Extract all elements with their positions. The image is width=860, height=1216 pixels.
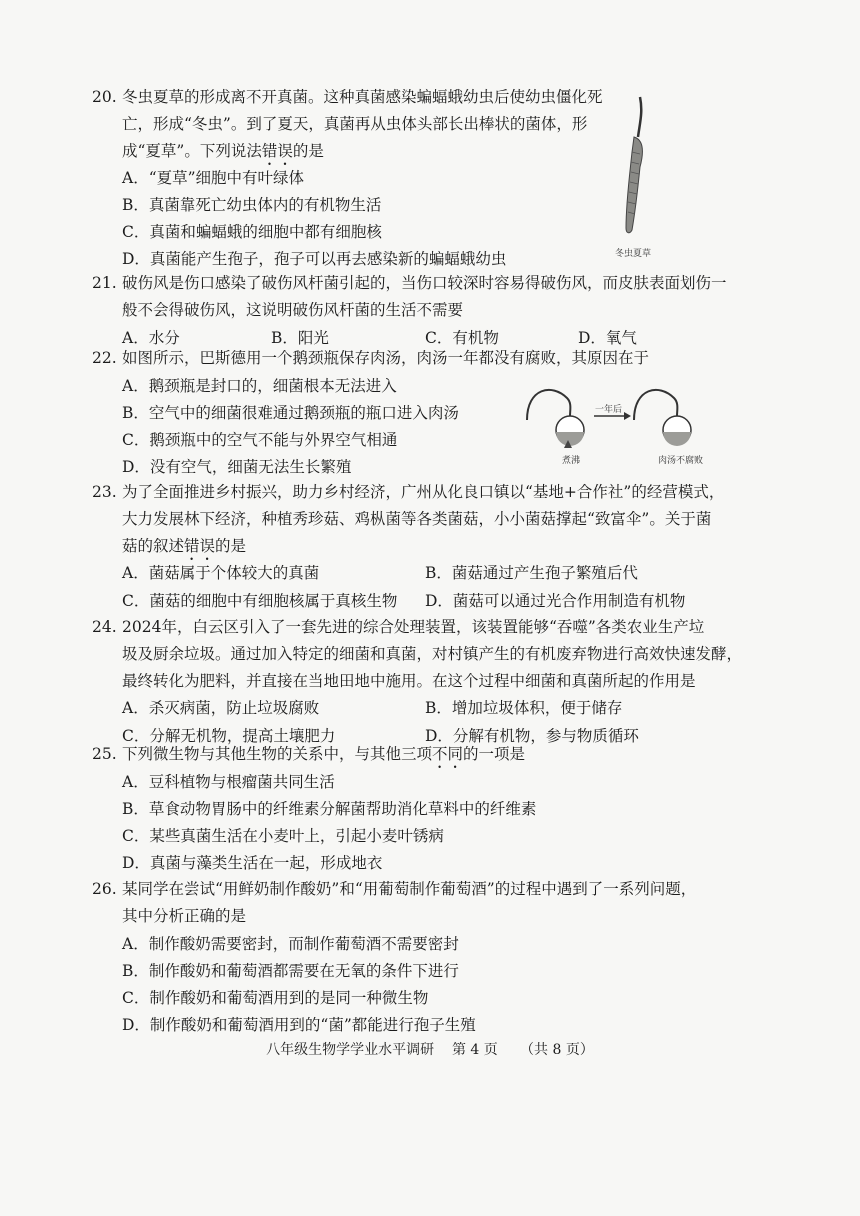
option-c: C．菌菇的细胞中有细胞核属于真核生物 bbox=[122, 592, 398, 610]
question-number: 25. bbox=[92, 745, 117, 763]
option-c: C．分解无机物，提高土壤肥力 bbox=[122, 727, 336, 745]
question-stem-line: 大力发展林下经济，种植秀珍菇、鸡枞菌等各类菌菇，小小菌菇撑起“致富伞”。关于菌 bbox=[122, 510, 712, 528]
question-number: 24. bbox=[92, 618, 117, 636]
swan-neck-flask-diagram bbox=[522, 378, 702, 453]
question-number: 21. bbox=[92, 274, 117, 292]
option-a: A．“夏草”细胞中有叶绿体 bbox=[122, 169, 305, 187]
flask-label-right: 肉汤不腐败 bbox=[658, 456, 704, 466]
option-c: C．有机物 bbox=[425, 329, 499, 347]
option-a: A．菌菇属于个体较大的真菌 bbox=[122, 564, 320, 582]
emphasis-word: 错误 bbox=[184, 537, 216, 555]
option-d: D．真菌与藻类生活在一起，形成地衣 bbox=[122, 854, 383, 872]
footer-page: 第 4 页 bbox=[451, 1042, 498, 1058]
option-b: B．草食动物胃肠中的纤维素分解菌帮助消化草料中的纤维素 bbox=[122, 800, 537, 818]
option-a: A．鹅颈瓶是封口的，细菌根本无法进入 bbox=[122, 377, 397, 395]
emphasis-word: 不同 bbox=[432, 745, 464, 763]
option-b: B．增加垃圾体积，便于储存 bbox=[425, 699, 623, 717]
question-stem-line: 破伤风是伤口感染了破伤风杆菌引起的，当伤口较深时容易得破伤风，而皮肤表面划伤一 bbox=[122, 274, 727, 292]
footer-title: 八年级生物学学业水平调研 bbox=[266, 1042, 435, 1058]
option-c: C．鹅颈瓶中的空气不能与外界空气相通 bbox=[122, 431, 398, 449]
question-stem-line: 冬虫夏草的形成离不开真菌。这种真菌感染蝙蝠蛾幼虫后使幼虫僵化死 bbox=[122, 88, 603, 106]
question-number: 23. bbox=[92, 483, 117, 501]
question-stem-line: 成“夏草”。下列说法错误的是 bbox=[122, 142, 324, 160]
option-d: D．分解有机物，参与物质循环 bbox=[425, 727, 639, 745]
question-number: 22. bbox=[92, 349, 117, 367]
option-a: A．豆科植物与根瘤菌共同生活 bbox=[122, 773, 335, 791]
question-stem-line: 亡，形成“冬虫”。到了夏天，真菌再从虫体头部长出棒状的菌体，形 bbox=[122, 115, 588, 133]
question-stem-line: 其中分析正确的是 bbox=[122, 907, 247, 925]
option-d: D．真菌能产生孢子，孢子可以再去感染新的蝙蝠蛾幼虫 bbox=[122, 250, 507, 268]
question-stem-line: 圾及厨余垃圾。通过加入特定的细菌和真菌，对村镇产生的有机废弃物进行高效快速发酵， bbox=[122, 645, 743, 663]
question-stem-line: 下列微生物与其他生物的关系中，与其他三项不同的一项是 bbox=[122, 745, 526, 763]
flask-label-left: 煮沸 bbox=[562, 456, 581, 466]
question-stem-line: 如图所示，巴斯德用一个鹅颈瓶保存肉汤，肉汤一年都没有腐败，其原因在于 bbox=[122, 349, 650, 367]
option-b: B．菌菇通过产生孢子繁殖后代 bbox=[425, 564, 638, 582]
question-stem-line: 菇的叙述错误的是 bbox=[122, 537, 247, 555]
footer-total: （共 8 页） bbox=[520, 1042, 594, 1058]
option-b: B．空气中的细菌很难通过鹅颈瓶的瓶口进入肉汤 bbox=[122, 404, 459, 422]
question-stem-line: 最终转化为肥料，并直接在当地田地中施用。在这个过程中细菌和真菌所起的作用是 bbox=[122, 672, 696, 690]
option-a: A．杀灭病菌，防止垃圾腐败 bbox=[122, 699, 320, 717]
emphasis-word: 错误 bbox=[261, 142, 293, 160]
figure-caption: 冬虫夏草 bbox=[615, 249, 652, 259]
option-c: C．制作酸奶和葡萄酒用到的是同一种微生物 bbox=[122, 989, 429, 1007]
question-number: 26. bbox=[92, 880, 117, 898]
option-b: B．真菌靠死亡幼虫体内的有机物生活 bbox=[122, 196, 382, 214]
question-number: 20. bbox=[92, 88, 117, 106]
option-c: C．真菌和蝙蝠蛾的细胞中都有细胞核 bbox=[122, 223, 382, 241]
option-b: B．阳光 bbox=[271, 329, 329, 347]
option-a: A．水分 bbox=[122, 329, 180, 347]
option-b: B．制作酸奶和葡萄酒都需要在无氧的条件下进行 bbox=[122, 962, 459, 980]
question-stem-line: 般不会得破伤风，这说明破伤风杆菌的生活不需要 bbox=[122, 301, 464, 319]
cordyceps-image bbox=[610, 92, 670, 242]
question-stem-line: 某同学在尝试“用鲜奶制作酸奶”和“用葡萄制作葡萄酒”的过程中遇到了一系列问题， bbox=[122, 880, 697, 898]
option-c: C．某些真菌生活在小麦叶上，引起小麦叶锈病 bbox=[122, 827, 444, 845]
question-stem-line: 2024年，白云区引入了一套先进的综合处理装置，该装置能够“吞噬”各类农业生产垃 bbox=[122, 618, 705, 636]
arrow-label: 一年后 bbox=[595, 405, 623, 415]
question-stem-line: 为了全面推进乡村振兴，助力乡村经济，广州从化良口镇以“基地+合作社”的经营模式， bbox=[122, 483, 725, 501]
option-d: D．没有空气，细菌无法生长繁殖 bbox=[122, 458, 352, 476]
option-d: D．氧气 bbox=[578, 329, 637, 347]
option-d: D．制作酸奶和葡萄酒用到的“菌”都能进行孢子生殖 bbox=[122, 1016, 476, 1034]
option-d: D．菌菇可以通过光合作用制造有机物 bbox=[425, 592, 686, 610]
option-a: A．制作酸奶需要密封，而制作葡萄酒不需要密封 bbox=[122, 935, 459, 953]
page-footer bbox=[0, 1039, 860, 1059]
